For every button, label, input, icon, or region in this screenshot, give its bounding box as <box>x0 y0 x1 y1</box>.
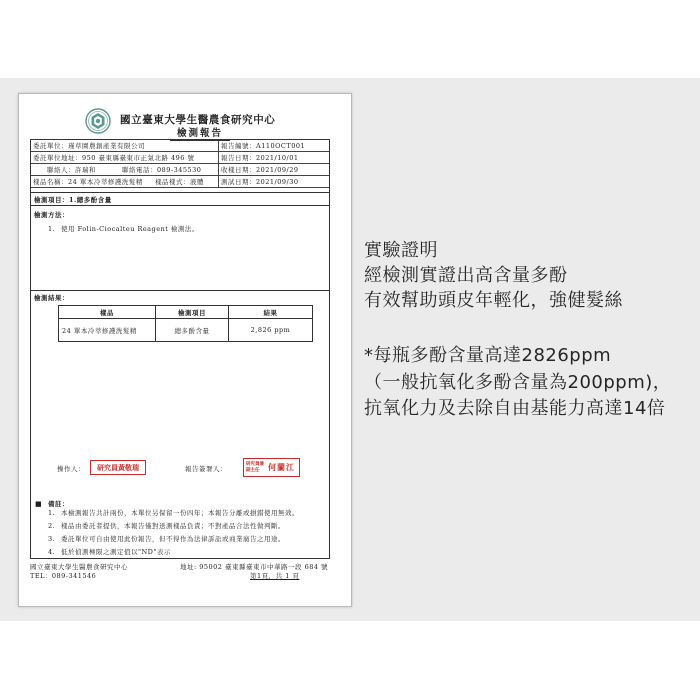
info-row-contact <box>31 164 329 176</box>
info-cell-left <box>31 164 218 175</box>
method-item-text: 使用 Folin-Ciocalteu Reagent 檢測法。 <box>61 225 199 233</box>
operator-label: 操作人： <box>57 465 85 473</box>
caption-line: （一般抗氧化多酚含量為200ppm)， <box>364 372 672 393</box>
info-row-address <box>31 152 329 164</box>
note-number: 2. <box>48 522 56 530</box>
info-cell-left <box>31 176 218 187</box>
note-text: 低於偵測極限之測定值以"ND"表示 <box>61 548 171 556</box>
product-claim-caption <box>364 238 698 428</box>
caption-heading: 實驗證明 <box>364 240 438 261</box>
report-frame <box>30 139 330 559</box>
institute-name: 國立臺東大學生醫農食研究中心 <box>120 114 276 126</box>
test-date: 測試日期：2021/09/30 <box>221 178 299 186</box>
info-row-client <box>31 140 329 152</box>
note-number: 4. <box>48 548 56 556</box>
sample-form: 樣品樣式：液體 <box>155 178 204 186</box>
table-row <box>59 319 313 342</box>
note-text: 樣品由委託者提供，本報告僅對送測樣品負責；不對產品合法性做判斷。 <box>61 522 285 530</box>
results-header-result: 結果 <box>229 306 313 319</box>
info-cell-right <box>218 164 330 175</box>
footer-address: 地址: 95002 臺東縣臺東市中華路一段 684 號 <box>180 563 329 571</box>
client-address: 委託單位地址：950 臺東縣臺東市正氣北路 496 號 <box>33 154 195 162</box>
caption-line: *每瓶多酚含量高達2826ppm <box>364 345 612 366</box>
results-table <box>58 305 313 342</box>
footer-organization: 國立臺東大學生醫農食研究中心 <box>30 563 128 571</box>
signer-stamp-name: 何蘭江 <box>268 462 295 472</box>
method-label: 檢測方法： <box>34 211 69 219</box>
info-cell-right <box>218 152 330 163</box>
note-text: 本檢測報告共計兩份，本單位另保留一份四年；本報告分離或損錯使用無效。 <box>61 509 299 517</box>
received-date: 收樣日期：2021/09/29 <box>221 166 299 174</box>
results-header-sample: 樣品 <box>59 306 156 319</box>
caption-line: 有效幫助頭皮年輕化，強健髮絲 <box>364 290 623 311</box>
report-title: 檢測報告 <box>170 125 230 141</box>
result-item-cell: 總多酚含量 <box>156 319 229 342</box>
lab-report-sheet <box>18 93 352 607</box>
sample-name: 樣品名稱：24 單本冷萃修護洗髮精 <box>33 178 143 186</box>
notes-label: 備註： <box>48 500 69 508</box>
signer-stamp-title: 研究員兼副主任 <box>246 462 264 473</box>
notes-bullet-icon: ■ <box>35 500 43 508</box>
caption-line: 經檢測實證出高含量多酚 <box>364 265 568 286</box>
test-item: 檢測項目：1.總多酚含量 <box>34 195 112 204</box>
footer-page-number: 第1頁，共 1 頁 <box>250 572 300 580</box>
report-date: 報告日期：2021/10/01 <box>221 154 299 162</box>
report-number: 報告編號：A110OCT001 <box>221 142 306 150</box>
test-item-row <box>31 192 329 206</box>
note-number: 3. <box>48 535 56 543</box>
info-cell-left <box>31 140 218 151</box>
info-cell-right <box>218 176 330 187</box>
section-divider <box>31 290 329 291</box>
result-sample-cell: 24 單本冷萃修護洗髮精 <box>59 319 156 342</box>
note-number: 1. <box>48 509 56 517</box>
info-row-sample <box>31 176 329 188</box>
operator-stamp: 研究員黃敬瑞 <box>90 460 146 475</box>
info-cell-right <box>218 140 330 151</box>
caption-line: 抗氧化力及去除自由基能力高達14倍 <box>364 398 666 419</box>
contact-phone: 聯絡電話：089-345530 <box>122 166 202 174</box>
result-value-cell: 2,826 ppm <box>229 319 313 342</box>
institute-logo-icon <box>85 108 111 134</box>
client-name: 委託單位：瑾草園農創產業有限公司 <box>33 142 145 150</box>
contact-person: 聯絡人：許瑞和 <box>47 166 96 174</box>
info-cell-left <box>31 152 218 163</box>
results-header-row <box>59 306 313 319</box>
method-item-number: 1. <box>48 225 56 233</box>
footer-phone: TEL：089-341546 <box>30 572 97 580</box>
client-info-table <box>31 140 329 188</box>
results-header-item: 檢測項目 <box>156 306 229 319</box>
signer-stamp <box>243 458 300 477</box>
results-label: 檢測結果： <box>34 294 69 302</box>
signer-label: 報告簽署人： <box>185 465 227 473</box>
note-text: 委託單位可自由使用此份報告，但不得作為法律訴訟或商業廣告之用途。 <box>61 535 285 543</box>
